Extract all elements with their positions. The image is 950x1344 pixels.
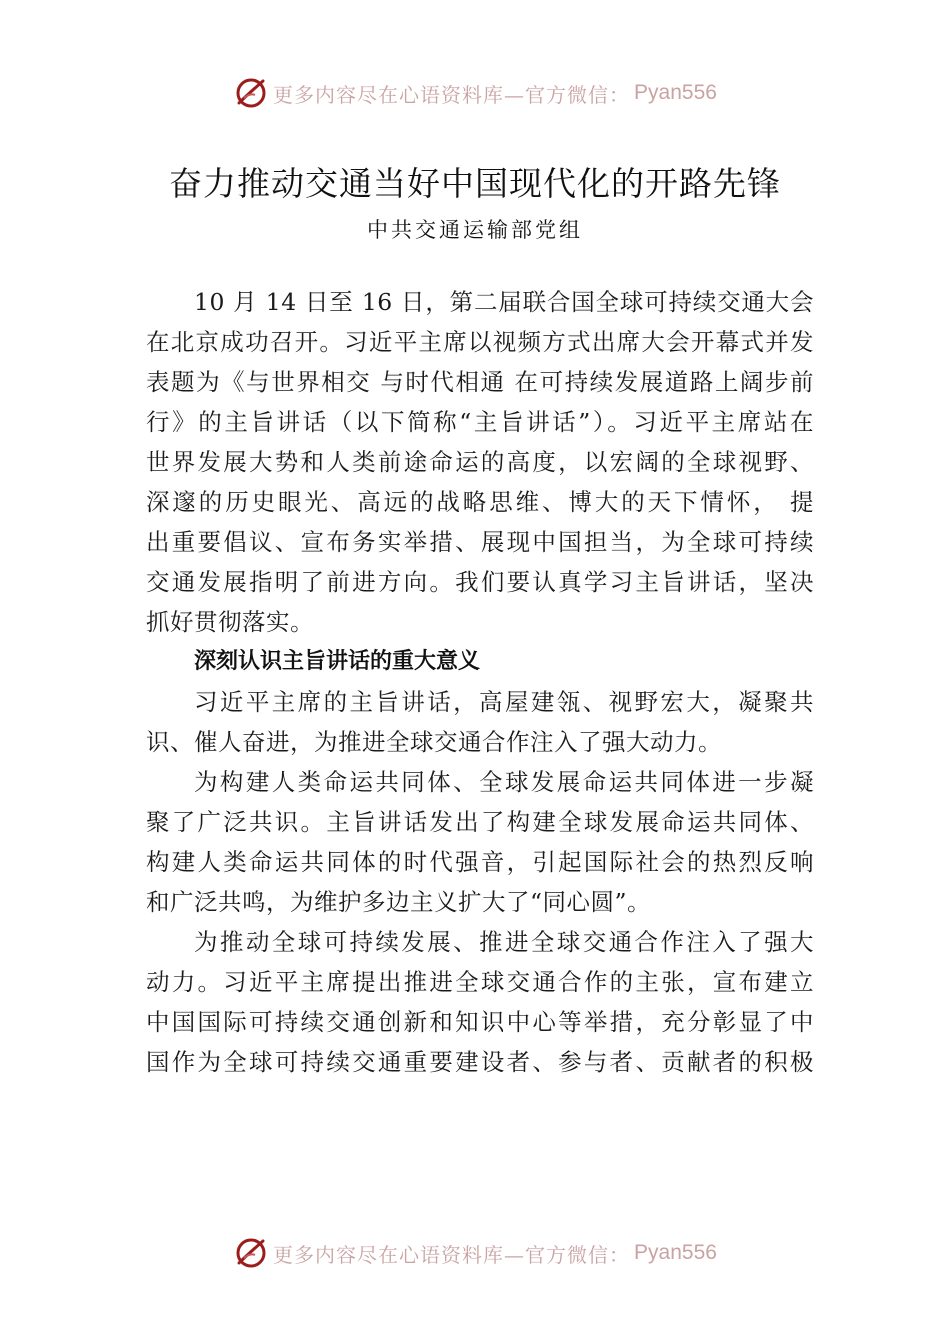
section-heading: 深刻认识主旨讲话的重大意义: [194, 649, 481, 674]
paragraph-line: 表题为《与世界相交 与时代相通 在可持续发展道路上阔步前: [146, 368, 814, 396]
paragraph-line: 为推动全球可持续发展、推进全球交通合作注入了强大: [194, 928, 814, 956]
watermark-wechat-id: Pyan556: [634, 81, 717, 104]
paragraph-line: 国作为全球可持续交通重要建设者、参与者、贡献者的积极: [146, 1048, 814, 1076]
paragraph-line: 行》的主旨讲话（以下简称“主旨讲话”）。习近平主席站在: [146, 408, 814, 436]
paragraph-line: 出重要倡议、宣布务实举措、展现中国担当，为全球可持续: [146, 528, 814, 556]
paragraph-line: 动力。习近平主席提出推进全球交通合作的主张，宣布建立: [146, 968, 814, 996]
brush-logo-icon: [233, 1235, 269, 1271]
paragraph-line: 抓好贯彻落实。: [146, 608, 314, 636]
brush-logo-icon: [233, 75, 269, 111]
paragraph-line: 为构建人类命运共同体、全球发展命运共同体进一步凝: [194, 768, 814, 796]
watermark-text: 更多内容尽在心语资料库—官方微信：: [273, 82, 631, 107]
paragraph-line: 中国国际可持续交通创新和知识中心等举措，充分彰显了中: [146, 1008, 814, 1036]
paragraph-line: 构建人类命运共同体的时代强音，引起国际社会的热烈反响: [146, 848, 814, 876]
article-title: 奋力推动交通当好中国现代化的开路先锋: [169, 164, 781, 203]
footer-watermark: [0, 1233, 950, 1273]
paragraph-line: 深邃的历史眼光、高远的战略思维、博大的天下情怀， 提: [146, 488, 814, 516]
paragraph-line: 在北京成功召开。习近平主席以视频方式出席大会开幕式并发: [146, 328, 814, 356]
watermark-wechat-id: Pyan556: [634, 1241, 717, 1264]
paragraph-line: 和广泛共鸣，为维护多边主义扩大了“同心圆”。: [146, 888, 652, 916]
paragraph-line: 10 月 14 日至 16 日，第二届联合国全球可持续交通大会: [194, 288, 814, 316]
paragraph-line: 交通发展指明了前进方向。我们要认真学习主旨讲话，坚决: [146, 568, 814, 596]
paragraph-line: 聚了广泛共识。主旨讲话发出了构建全球发展命运共同体、: [146, 808, 814, 836]
paragraph-line: 世界发展大势和人类前途命运的高度，以宏阔的全球视野、: [146, 448, 814, 476]
header-watermark: [0, 73, 950, 113]
paragraph-line: 识、催人奋进，为推进全球交通合作注入了强大动力。: [146, 728, 722, 756]
article-body: [146, 282, 814, 1082]
article-author: 中共交通运输部党组: [367, 218, 583, 242]
paragraph-line: 习近平主席的主旨讲话，高屋建瓴、视野宏大，凝聚共: [194, 688, 814, 716]
watermark-text: 更多内容尽在心语资料库—官方微信：: [273, 1242, 631, 1267]
